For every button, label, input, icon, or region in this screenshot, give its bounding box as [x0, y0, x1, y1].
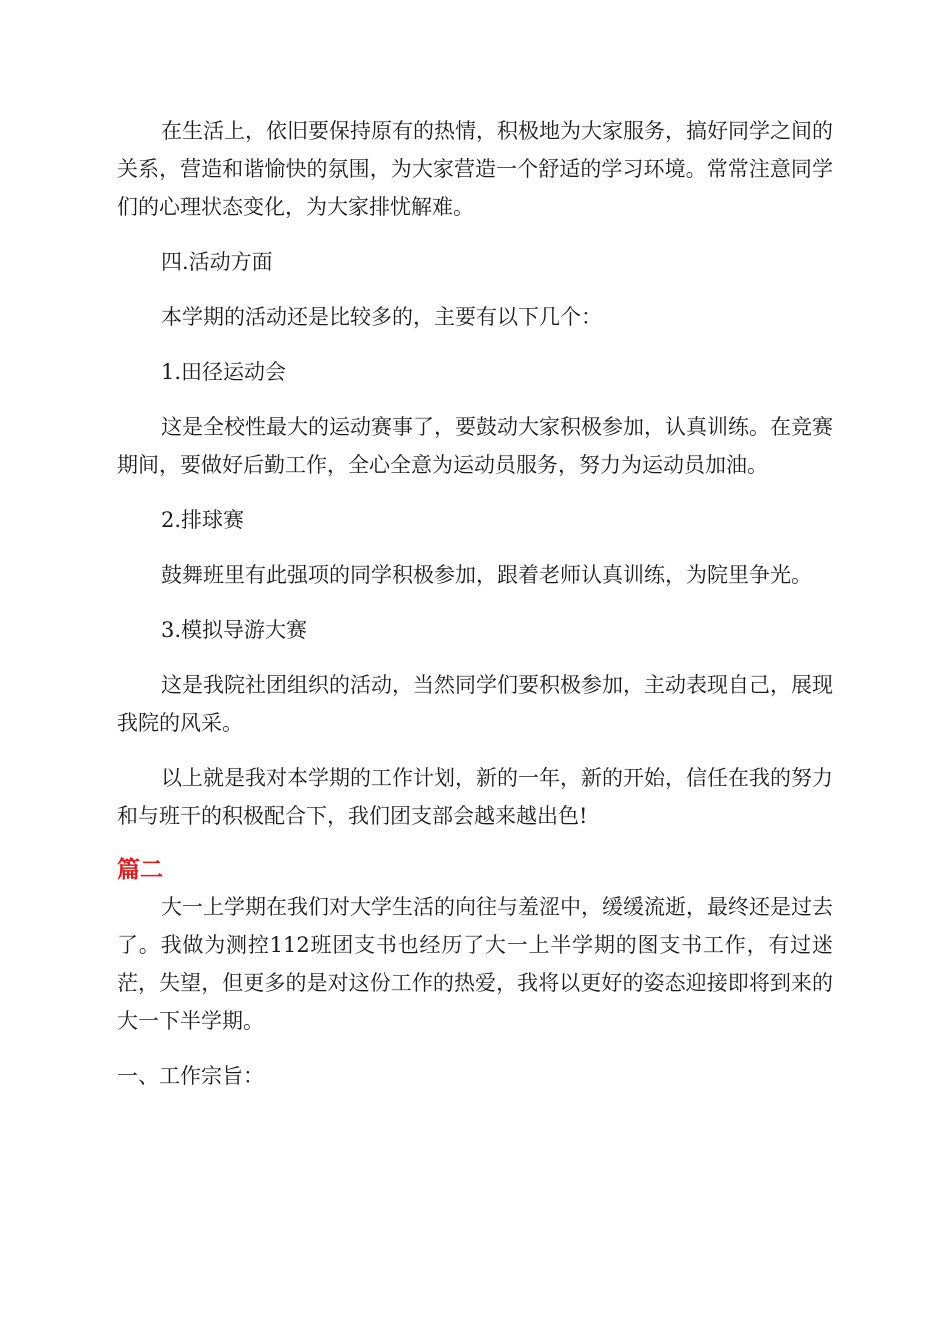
section-title: 篇二 [117, 857, 163, 883]
paragraph-volleyball: 鼓舞班里有此强项的同学积极参加，跟着老师认真训练，为院里争光。 [161, 563, 812, 587]
paragraph-life: 在生活上，依旧要保持原有的热情，积极地为大家服务，搞好同学之间的关系，营造和谐愉快的氛围，为大家营造一个舒适的学习环境。常常注意同学们的心理状态变化，为大家排忧解难。 [117, 119, 833, 219]
heading-activities: 四.活动方面 [161, 250, 273, 274]
paragraph-conclusion: 以上就是我对本学期的工作计划，新的一年，新的开始，信任在我的努力和与班干的积极配合下，我们团支部会越来越出色! [117, 766, 833, 828]
paragraph-track-meet: 这是全校性最大的运动赛事了，要鼓动大家积极参加，认真训练。在竞赛期间，要做好后勤工作，全心全意为运动员服务，努力为运动员加油。 [117, 415, 833, 477]
paragraph-activities-intro: 本学期的活动还是比较多的，主要有以下几个： [161, 305, 602, 329]
heading-work-purpose: 一、工作宗旨： [117, 1064, 264, 1088]
paragraph-tour-guide-contest: 这是我院社团组织的活动，当然同学们要积极参加，主动表现自己，展现我院的风采。 [117, 673, 833, 735]
list-item-track-meet: 1.田径运动会 [161, 360, 287, 384]
paragraph-section-two-intro: 大一上学期在我们对大学生活的向往与羞涩中，缓缓流逝，最终还是过去了。我做为测控112班团支书也经历了大一上半学期的图支书工作，有过迷茫，失望，但更多的是对这份工作的热爱，我将以更好的姿态迎接即将到来的大一下半学期。 [117, 895, 833, 1033]
list-item-tour-guide-contest: 3.模拟导游大赛 [161, 618, 308, 642]
list-item-volleyball: 2.排球赛 [161, 508, 245, 532]
document-body [117, 112, 833, 1112]
